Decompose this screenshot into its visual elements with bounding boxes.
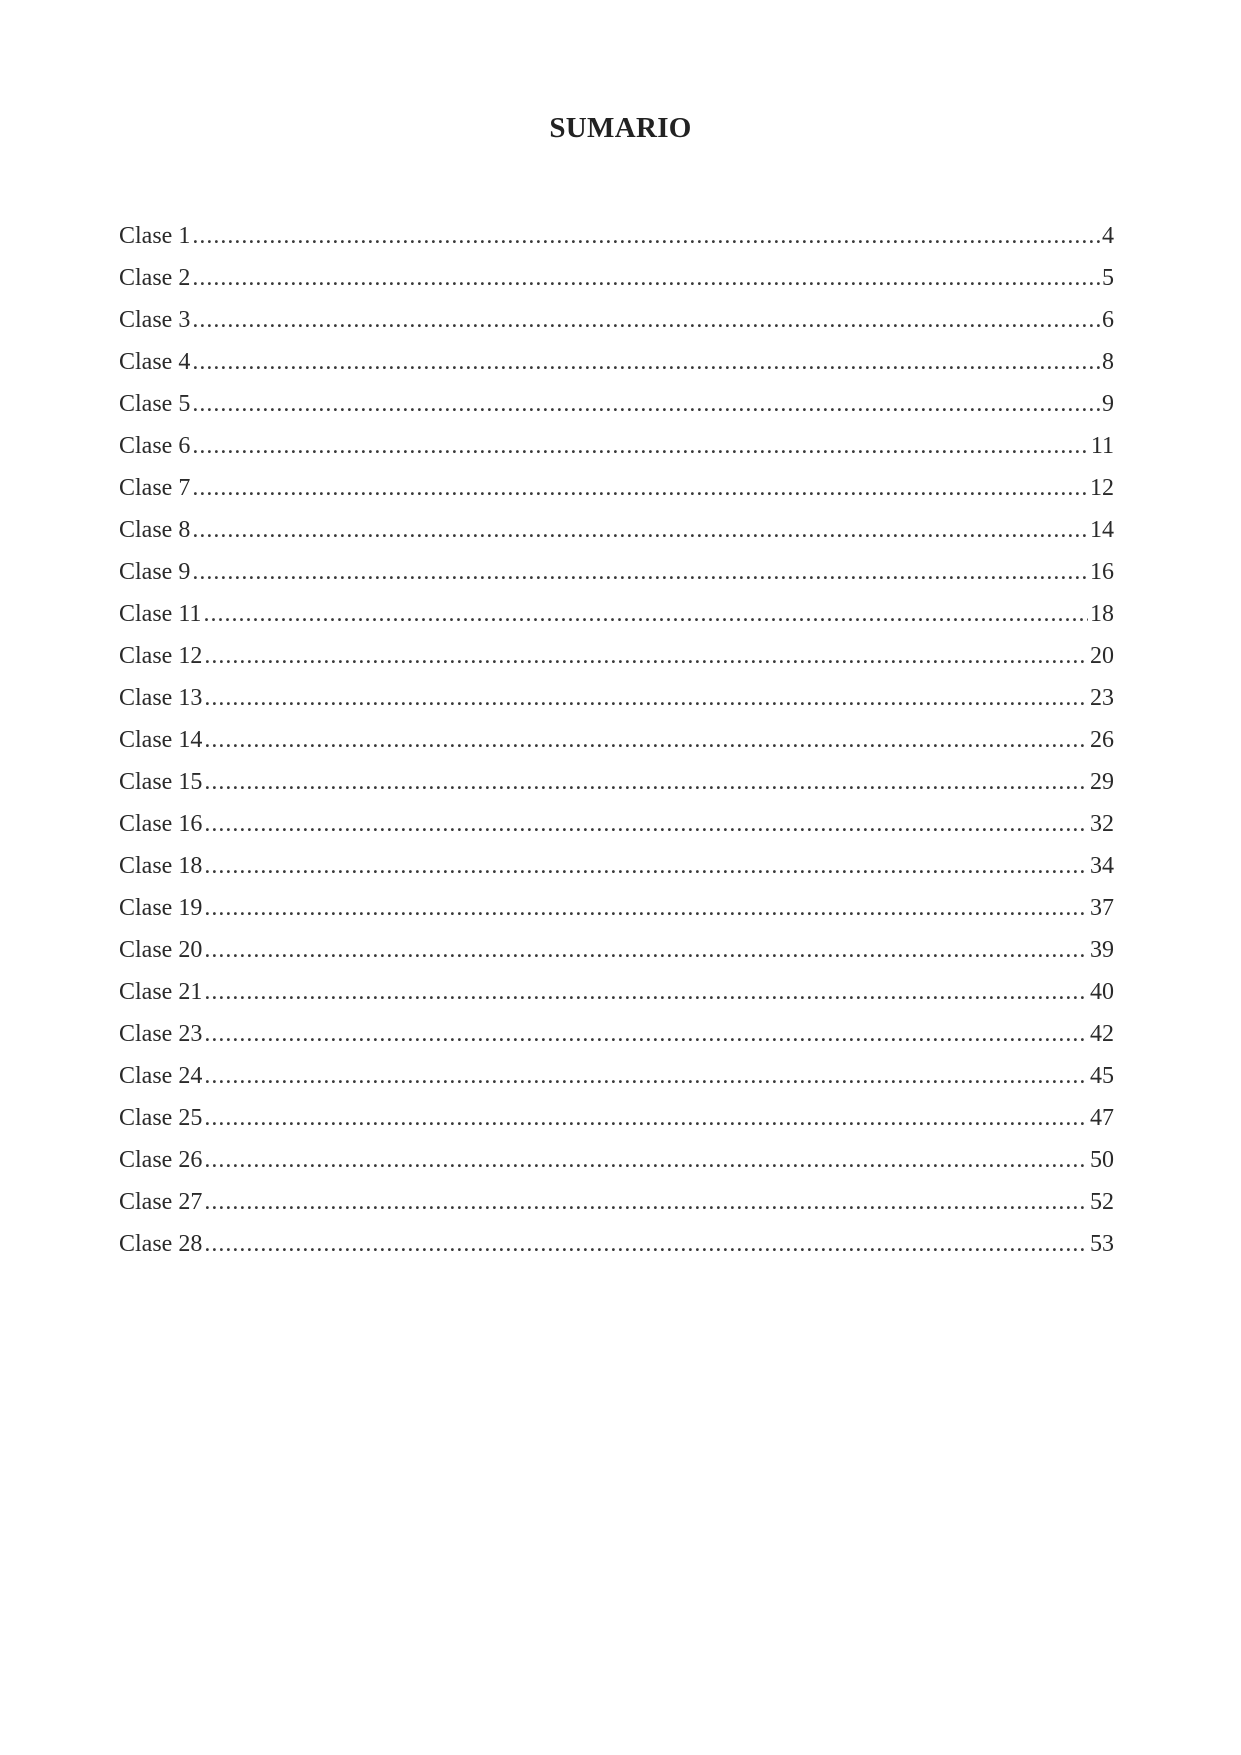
toc-entry[interactable] xyxy=(119,215,1114,257)
toc-entry-page-number: 53 xyxy=(1090,1231,1114,1257)
toc-entry[interactable] xyxy=(119,761,1114,803)
toc-entry-label: Clase 20 xyxy=(119,937,203,963)
toc-entry-page-number: 42 xyxy=(1090,1021,1114,1047)
toc-dot-leader xyxy=(204,1181,1088,1223)
toc-dot-leader xyxy=(204,803,1088,845)
toc-entry-label: Clase 19 xyxy=(119,895,203,921)
toc-entry-label: Clase 13 xyxy=(119,685,203,711)
toc-entry-label: Clase 15 xyxy=(119,769,203,795)
toc-dot-leader xyxy=(192,257,1100,299)
toc-entry-label: Clase 27 xyxy=(119,1189,203,1215)
toc-entry-label: Clase 4 xyxy=(119,349,191,375)
toc-dot-leader xyxy=(204,1055,1088,1097)
toc-entry[interactable] xyxy=(119,593,1114,635)
toc-entry[interactable] xyxy=(119,257,1114,299)
toc-dot-leader xyxy=(204,887,1088,929)
toc-entry-label: Clase 14 xyxy=(119,727,203,753)
toc-entry-label: Clase 28 xyxy=(119,1231,203,1257)
toc-entry-page-number: 32 xyxy=(1090,811,1114,837)
toc-entry-label: Clase 9 xyxy=(119,559,191,585)
toc-entry-page-number: 14 xyxy=(1090,517,1114,543)
toc-entry-label: Clase 1 xyxy=(119,223,191,249)
toc-entry[interactable] xyxy=(119,845,1114,887)
toc-entry-label: Clase 26 xyxy=(119,1147,203,1173)
toc-dot-leader xyxy=(204,1097,1088,1139)
page-title: SUMARIO xyxy=(549,112,692,144)
toc-entry[interactable] xyxy=(119,1181,1114,1223)
toc-entry[interactable] xyxy=(119,719,1114,761)
toc-entry[interactable] xyxy=(119,887,1114,929)
toc-entry[interactable] xyxy=(119,341,1114,383)
toc-entry-page-number: 39 xyxy=(1090,937,1114,963)
toc-entry-page-number: 8 xyxy=(1102,349,1114,375)
toc-entry[interactable] xyxy=(119,425,1114,467)
toc-entry[interactable] xyxy=(119,929,1114,971)
toc-entry-page-number: 47 xyxy=(1090,1105,1114,1131)
toc-dot-leader xyxy=(204,761,1088,803)
toc-entry-page-number: 6 xyxy=(1102,307,1114,333)
toc-entry-page-number: 16 xyxy=(1090,559,1114,585)
toc-entry[interactable] xyxy=(119,803,1114,845)
toc-entry-page-number: 40 xyxy=(1090,979,1114,1005)
toc-entry-page-number: 9 xyxy=(1102,391,1114,417)
toc-dot-leader xyxy=(204,929,1088,971)
toc-entry-page-number: 52 xyxy=(1090,1189,1114,1215)
toc-entry-page-number: 29 xyxy=(1090,769,1114,795)
toc-dot-leader xyxy=(192,383,1100,425)
toc-dot-leader xyxy=(204,1139,1088,1181)
toc-entry-label: Clase 3 xyxy=(119,307,191,333)
toc-dot-leader xyxy=(192,551,1088,593)
toc-entry-page-number: 45 xyxy=(1090,1063,1114,1089)
toc-entry-label: Clase 6 xyxy=(119,433,191,459)
toc-entry-label: Clase 12 xyxy=(119,643,203,669)
toc-entry[interactable] xyxy=(119,677,1114,719)
toc-dot-leader xyxy=(192,215,1100,257)
toc-entry[interactable] xyxy=(119,551,1114,593)
toc-entry-page-number: 26 xyxy=(1090,727,1114,753)
toc-entry[interactable] xyxy=(119,1013,1114,1055)
toc-dot-leader xyxy=(203,593,1088,635)
toc-entry-label: Clase 7 xyxy=(119,475,191,501)
toc-dot-leader xyxy=(192,425,1089,467)
toc-entry-page-number: 5 xyxy=(1102,265,1114,291)
toc-entry-label: Clase 8 xyxy=(119,517,191,543)
toc-dot-leader xyxy=(204,1223,1088,1265)
toc-dot-leader xyxy=(192,299,1100,341)
toc-entry[interactable] xyxy=(119,467,1114,509)
toc-entry-page-number: 34 xyxy=(1090,853,1114,879)
toc-entry[interactable] xyxy=(119,299,1114,341)
toc-dot-leader xyxy=(192,341,1100,383)
toc-entry[interactable] xyxy=(119,509,1114,551)
toc-entry-label: Clase 25 xyxy=(119,1105,203,1131)
toc-entry-label: Clase 2 xyxy=(119,265,191,291)
toc-entry-label: Clase 23 xyxy=(119,1021,203,1047)
toc-entry[interactable] xyxy=(119,1223,1114,1265)
toc-entry-label: Clase 18 xyxy=(119,853,203,879)
toc-entry-label: Clase 11 xyxy=(119,601,202,627)
toc-entry-page-number: 12 xyxy=(1090,475,1114,501)
toc-dot-leader xyxy=(204,971,1088,1013)
toc-entry[interactable] xyxy=(119,1097,1114,1139)
toc-dot-leader xyxy=(204,635,1088,677)
toc-entry[interactable] xyxy=(119,971,1114,1013)
toc-entry-page-number: 50 xyxy=(1090,1147,1114,1173)
table-of-contents xyxy=(119,215,1114,1265)
toc-entry-page-number: 11 xyxy=(1090,433,1114,459)
toc-entry[interactable] xyxy=(119,383,1114,425)
toc-entry[interactable] xyxy=(119,1055,1114,1097)
toc-dot-leader xyxy=(204,719,1088,761)
toc-dot-leader xyxy=(204,1013,1088,1055)
toc-entry-label: Clase 5 xyxy=(119,391,191,417)
toc-entry-page-number: 4 xyxy=(1102,223,1114,249)
toc-entry-page-number: 20 xyxy=(1090,643,1114,669)
toc-entry-label: Clase 21 xyxy=(119,979,203,1005)
toc-entry[interactable] xyxy=(119,1139,1114,1181)
toc-entry[interactable] xyxy=(119,635,1114,677)
toc-dot-leader xyxy=(204,845,1088,887)
toc-entry-page-number: 37 xyxy=(1090,895,1114,921)
toc-entry-label: Clase 24 xyxy=(119,1063,203,1089)
toc-entry-page-number: 23 xyxy=(1090,685,1114,711)
toc-dot-leader xyxy=(192,467,1088,509)
toc-dot-leader xyxy=(204,677,1088,719)
toc-entry-page-number: 18 xyxy=(1090,601,1114,627)
toc-dot-leader xyxy=(192,509,1088,551)
toc-entry-label: Clase 16 xyxy=(119,811,203,837)
